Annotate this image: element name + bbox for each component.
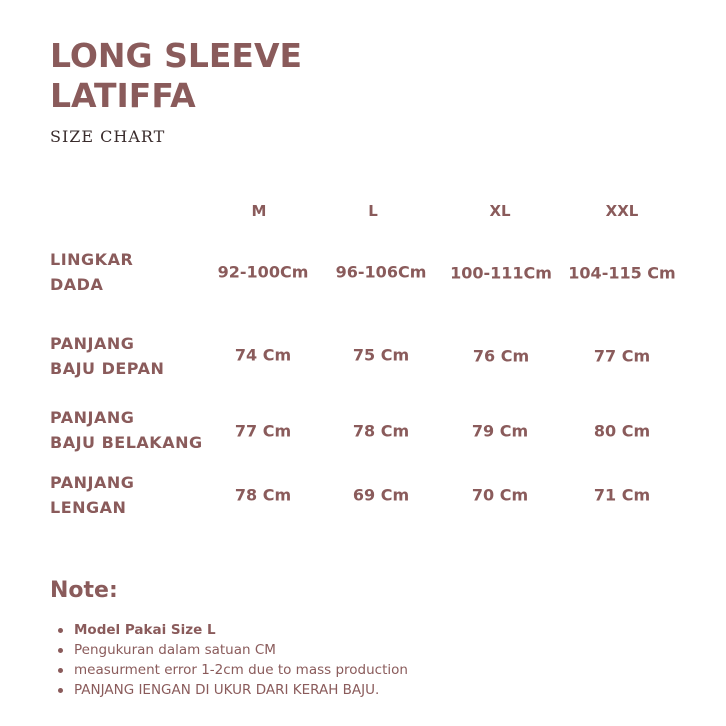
table-cell: 78 Cm: [352, 421, 410, 441]
table-cell: 74 Cm: [234, 345, 292, 365]
row-label-panjang-lengan: [50, 470, 134, 520]
table-cell: 76 Cm: [472, 346, 530, 366]
table-cell: 77 Cm: [234, 421, 292, 441]
list-item: Model Pakai Size L: [56, 620, 408, 640]
subtitle: SIZE CHART: [50, 127, 166, 146]
row-label-panjang-baju-depan: [50, 331, 164, 381]
table-cell: 78 Cm: [234, 485, 292, 505]
table-cell: 100-111Cm: [450, 263, 552, 283]
list-item: PANJANG IENGAN DI UKUR DARI KERAH BAJU.: [56, 680, 408, 700]
product-title-line2: LATIFFA: [50, 76, 196, 115]
note-title: Note:: [50, 578, 118, 603]
row-label-line: PANJANG: [50, 408, 135, 427]
table-cell: 92-100Cm: [217, 262, 309, 282]
row-label-line: BAJU DEPAN: [50, 359, 165, 378]
table-cell: 80 Cm: [593, 421, 651, 441]
size-header-l: L: [368, 202, 378, 220]
row-label-line: DADA: [50, 275, 104, 294]
list-item: Pengukuran dalam satuan CM: [56, 640, 408, 660]
list-item: measurment error 1-2cm due to mass production: [56, 660, 408, 680]
table-cell: 104-115 Cm: [568, 263, 676, 283]
table-cell: 96-106Cm: [335, 262, 427, 282]
table-cell: 69 Cm: [352, 485, 410, 505]
table-cell: 70 Cm: [471, 485, 529, 505]
row-label-line: LINGKAR: [50, 250, 134, 269]
notes-list: [56, 620, 408, 700]
size-header-xl: XL: [489, 202, 511, 220]
row-label-line: BAJU BELAKANG: [50, 433, 203, 452]
table-cell: 79 Cm: [471, 421, 529, 441]
size-header-m: M: [251, 202, 267, 220]
row-label-lingkar-dada: [50, 247, 133, 297]
row-label-panjang-baju-belakang: [50, 405, 203, 455]
product-title-line1: LONG SLEEVE: [50, 36, 303, 75]
product-title: [50, 36, 302, 116]
row-label-line: PANJANG: [50, 334, 135, 353]
row-label-line: LENGAN: [50, 498, 127, 517]
table-cell: 75 Cm: [352, 345, 410, 365]
table-cell: 71 Cm: [593, 485, 651, 505]
size-header-xxl: XXL: [605, 202, 639, 220]
row-label-line: PANJANG: [50, 473, 135, 492]
table-cell: 77 Cm: [593, 346, 651, 366]
